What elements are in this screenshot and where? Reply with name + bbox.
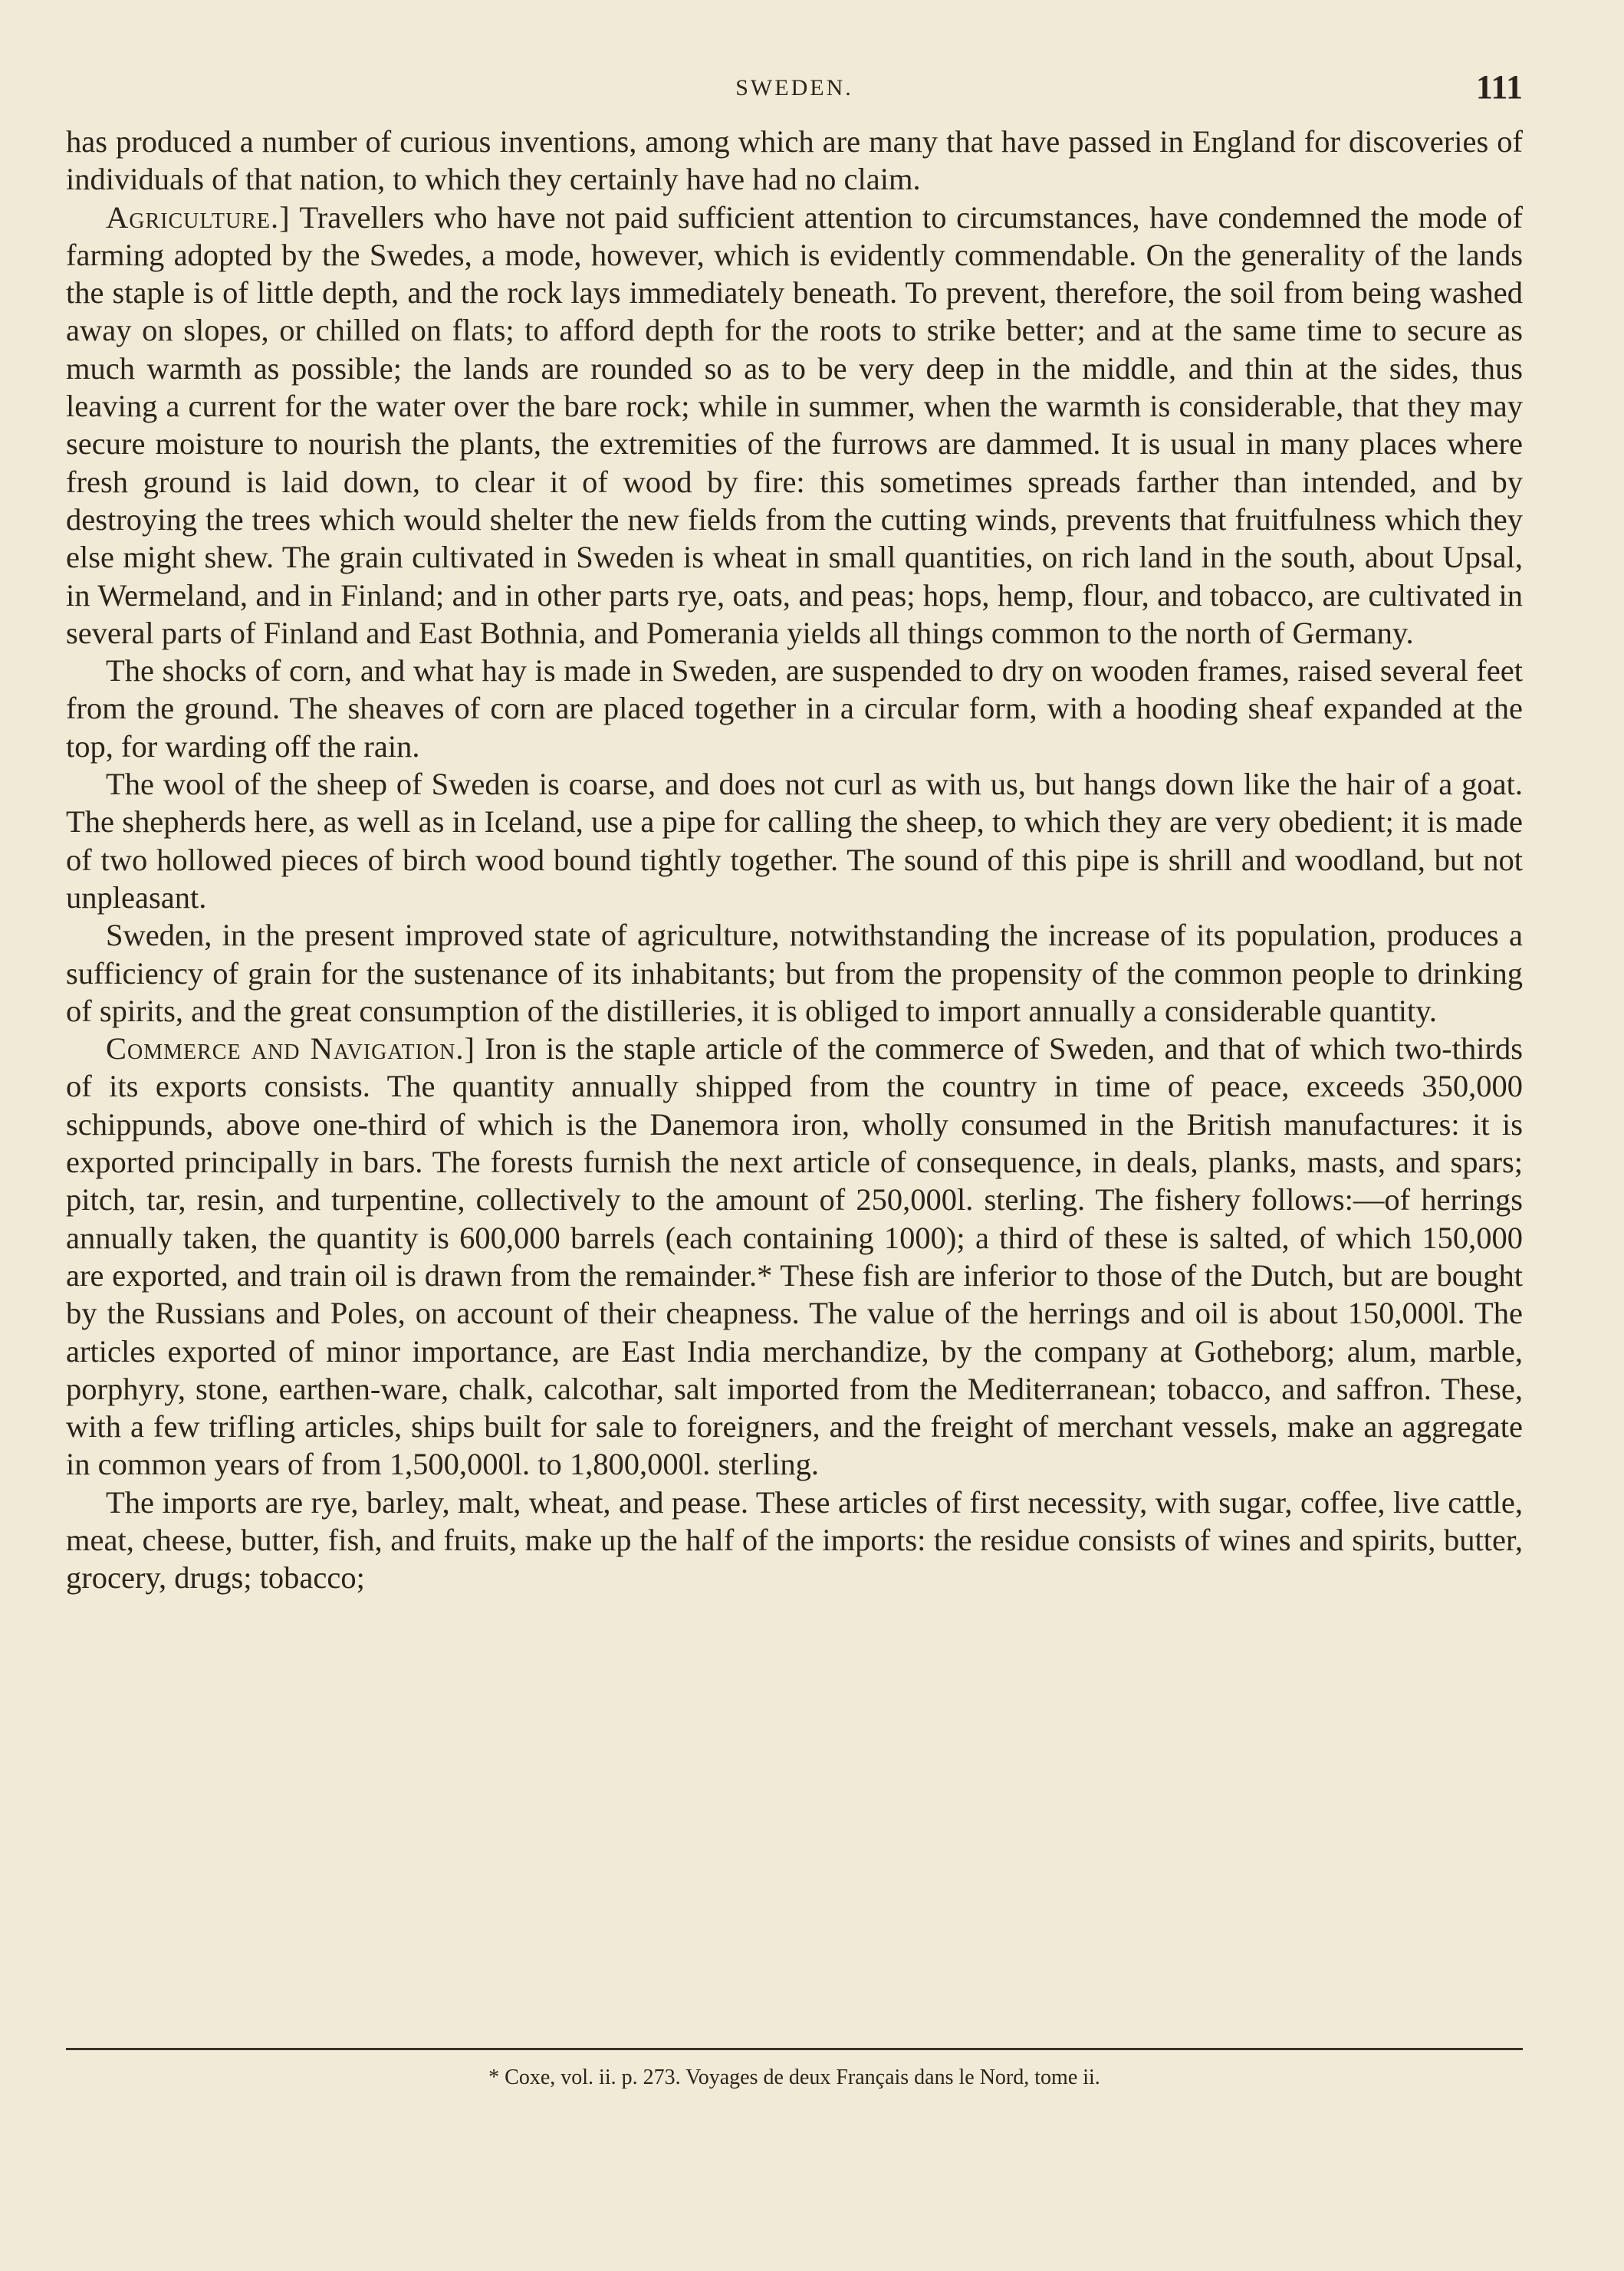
- paragraph-imports: The imports are rye, barley, malt, wheat, and pease. These articles of first necessity, with sugar, coffee, live cattle, meat, cheese, butter, fish, and fruits, make up the half of the imports: the residue consists of wines and spirits, butter, grocery, drugs; tobacco;: [66, 1484, 1523, 1596]
- paragraph-continuation: has produced a number of curious inventions, among which are many that have passed in England for discoveries of individuals of that nation, to which they certainly have had no claim.: [66, 124, 1523, 197]
- paragraph-wool: The wool of the sheep of Sweden is coarse, and does not curl as with us, but hangs down like the hair of a goat. The shepherds here, as well as in Iceland, use a pipe for calling the sheep, to which they are very obedient; it is made of two hollowed pieces of birch wood bound tightly together. The sound of this pipe is shrill and woodland, but not unpleasant.: [66, 767, 1523, 915]
- section-heading-commerce: Commerce and Navigation.]: [106, 1031, 476, 1066]
- paragraph-agriculture-text: Travellers who have not paid sufficient attention to circumstances, have condemned the mode of farming adopted by the Swedes, a mode, however, which is evidently commendable. On the generality of the lands the staple is of little depth, and the rock lays immediately beneath. To prevent, therefore, the soil from being washed away on slopes, or chilled on flats; to afford depth for the roots to strike better; and at the same time to secure as much warmth as possible; the lands are rounded so as to be very deep in the middle, and thin at the sides, thus leaving a current for the water over the bare rock; while in summer, when the warmth is considerable, that they may secure moisture to nourish the plants, the extremities of the furrows are dammed. It is usual in many places where fresh ground is laid down, to clear it of wood by fire: this sometimes spreads farther than intended, and by destroying the trees which would shelter the new fields from the cutting winds, prevents that fruitfulness which they else might shew. The grain cultivated in Sweden is wheat in small quantities, on rich land in the south, about Upsal, in Wermeland, and in Finland; and in other parts rye, oats, and peas; hops, hemp, flour, and tobacco, are cultivated in several parts of Finland and East Bothnia, and Pomerania yields all things common to the north of Germany.: [66, 199, 1523, 650]
- footnote-rule: [66, 2048, 1523, 2050]
- footnote: * Coxe, vol. ii. p. 273. Voyages de deux Français dans le Nord, tome ii.: [488, 2066, 1100, 2089]
- running-head: [66, 67, 1523, 106]
- paragraph-shocks-of-corn: The shocks of corn, and what hay is made in Sweden, are suspended to dry on wooden frames, raised several feet from the ground. The sheaves of corn are placed together in a circular form, with a hooding sheaf expanded at the top, for warding off the rain.: [66, 653, 1523, 764]
- section-heading-agriculture: Agriculture.]: [106, 199, 291, 235]
- paragraph-agriculture: [66, 199, 1523, 652]
- running-title: SWEDEN.: [735, 75, 853, 100]
- body-text: [66, 123, 1523, 1597]
- paragraph-commerce: [66, 1030, 1523, 1484]
- page-number: 111: [1475, 68, 1523, 106]
- paragraph-commerce-text: Iron is the staple article of the commerce of Sweden, and that of which two-thirds of its exports consists. The quantity annually shipped from the country in time of peace, exceeds 350,000 schippunds, above one-third of which is the Danemora iron, wholly consumed in the British manufactures: it is exported principally in bars. The forests furnish the next article of consequence, in deals, planks, masts, and spars; pitch, tar, resin, and turpentine, collectively to the amount of 250,000l. sterling. The fishery follows:—of herrings annually taken, the quantity is 600,000 barrels (each containing 1000); a third of these is salted, of which 150,000 are exported, and train oil is drawn from the remainder.* These fish are inferior to those of the Dutch, but are bought by the Russians and Poles, on account of their cheapness. The value of the herrings and oil is about 150,000l. The articles exported of minor importance, are East India merchandize, by the company at Gotheborg; alum, marble, porphyry, stone, earthen-ware, chalk, calcothar, salt imported from the Mediterranean; tobacco, and saffron. These, with a few trifling articles, ships built for sale to foreigners, and the freight of merchant vessels, make an aggregate in common years of from 1,500,000l. to 1,800,000l. sterling.: [66, 1031, 1523, 1482]
- paragraph-grain-supply: Sweden, in the present improved state of agriculture, notwithstanding the increase of its population, produces a sufficiency of grain for the sustenance of its inhabitants; but from the propensity of the common people to drinking of spirits, and the great consumption of the distilleries, it is obliged to import annually a considerable quantity.: [66, 918, 1523, 1028]
